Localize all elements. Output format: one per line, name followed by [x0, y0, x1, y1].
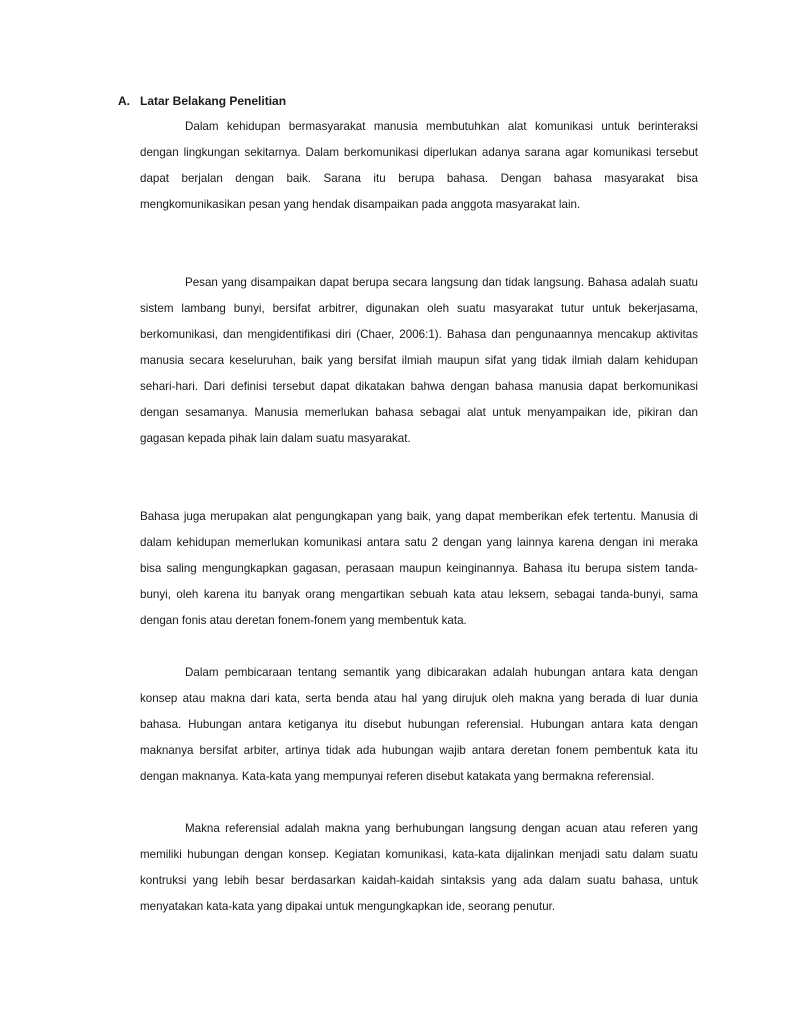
paragraph-2: Pesan yang disampaikan dapat berupa secara langsung dan tidak langsung. Bahasa adalah suatu sistem lambang bunyi, bersifat arbitrer, digunakan oleh suatu masyarakat tutur untuk bekerjasama, berkomunikasi, dan mengidentifikasi diri (Chaer, 2006:1). Bahasa dan pengunaannya mencakup aktivitas manusia secara keseluruhan, baik yang bersifat ilmiah maupun sifat yang tidak ilmiah dalam kehidupan sehari-hari. Dari definisi tersebut dapat dikatakan bahwa dengan bahasa manusia dapat berkomunikasi dengan sesamanya. Manusia memerlukan bahasa sebagai alat untuk menyampaikan ide, pikiran dan gagasan kepada pihak lain dalam suatu masyarakat. — [140, 276, 698, 445]
paragraph-5: Makna referensial adalah makna yang berhubungan langsung dengan acuan atau referen yang memiliki hubungan dengan konsep. Kegiatan komunikasi, kata-kata dijalinkan menjadi satu dalam suatu kontruksi yang lebih besar berdasarkan kaidah-kaidah sintaksis yang ada dalam suatu bahasa, untuk menyatakan kata-kata yang dipakai untuk mengungkapkan ide, seorang penutur. — [140, 822, 698, 913]
paragraph-3: Bahasa juga merupakan alat pengungkapan yang baik, yang dapat memberikan efek tertentu. Manusia di dalam kehidupan memerlukan komunikasi antara satu 2 dengan yang lainnya karena dengan ini meraka bisa saling mengungkapkan gagasan, perasaan maupun keinginannya. Bahasa itu berupa sistem tanda-bunyi, oleh karena itu banyak orang mengartikan sebuah kata atau leksem, sebagai tanda-bunyi, sama dengan fonis atau deretan fonem-fonem yang membentuk kata. — [140, 510, 698, 627]
section-heading — [118, 93, 286, 109]
paragraph-4: Dalam pembicaraan tentang semantik yang dibicarakan adalah hubungan antara kata dengan konsep atau makna dari kata, serta benda atau hal yang dirujuk oleh makna yang berada di luar dunia bahasa. Hubungan antara ketiganya itu disebut hubungan referensial. Hubungan antara kata dengan maknanya bersifat arbiter, artinya tidak ada hubungan wajib antara deretan fonem pembentuk kata itu dengan maknanya. Kata-kata yang mempunyai referen disebut katakata yang bermakna referensial. — [140, 666, 698, 783]
paragraph-1: Dalam kehidupan bermasyarakat manusia membutuhkan alat komunikasi untuk berinteraksi dengan lingkungan sekitarnya. Dalam berkomunikasi diperlukan adanya sarana agar komunikasi tersebut dapat berjalan dengan baik. Sarana itu berupa bahasa. Dengan bahasa masyarakat bisa mengkomunikasikan pesan yang hendak disampaikan pada anggota masyarakat lain. — [140, 120, 698, 211]
section-number: A. — [118, 94, 130, 108]
section-title: Latar Belakang Penelitian — [140, 94, 287, 108]
